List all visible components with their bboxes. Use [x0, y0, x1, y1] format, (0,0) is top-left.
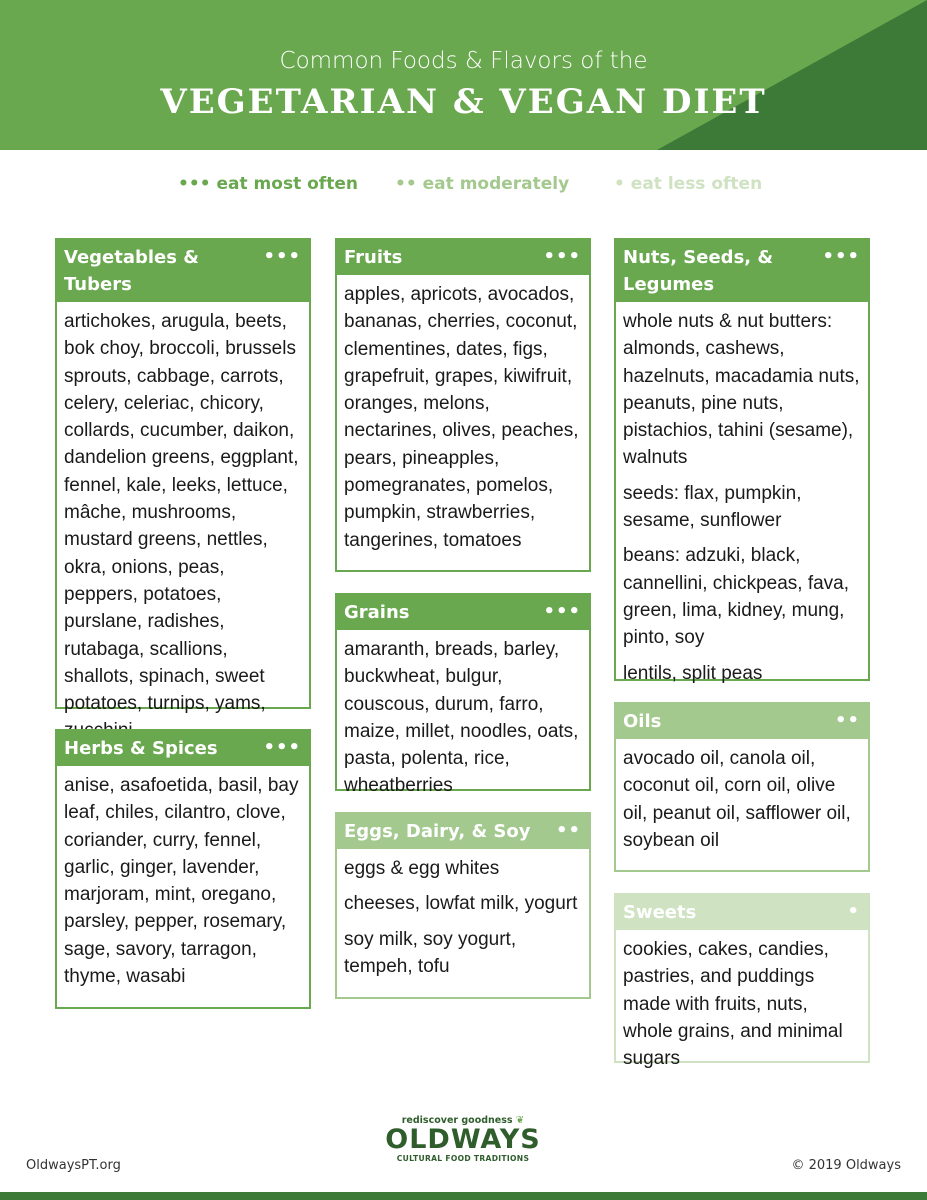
food-list: whole nuts & nut butters: almonds, cashews, hazelnuts, macadamia nuts, peanuts, pine nuts, pistachios, tahini (sesame), walnuts: [623, 311, 860, 469]
panel-title: Oils: [623, 711, 662, 732]
panel-title: Nuts, Seeds, & Legumes: [623, 247, 774, 295]
panel-sweets: [614, 893, 870, 1070]
panel-body: [337, 630, 589, 808]
panel-header: [337, 240, 589, 275]
food-list: cookies, cakes, candies, pastries, and puddings made with fruits, nuts, whole grains, and minimal sugars: [623, 939, 843, 1070]
panel-title: Sweets: [623, 902, 697, 923]
legend-eat-less-often: • eat less often: [614, 174, 763, 194]
panel-vegetables-tubers: [55, 238, 311, 715]
panel-title: Eggs, Dairy, & Soy: [344, 821, 531, 842]
panel-grains: [335, 593, 591, 797]
panel-header: [616, 240, 868, 302]
frequency-dots-icon: ••: [834, 710, 860, 731]
frequency-dots-icon: •••: [263, 246, 301, 267]
panel-nuts-seeds-legumes: [614, 238, 870, 684]
panel-header: [57, 240, 309, 302]
frequency-dots-icon: ••: [555, 820, 581, 841]
logo-subtitle: CULTURAL FOOD TRADITIONS: [396, 1154, 530, 1163]
panel-body: [57, 766, 309, 998]
food-list: soy milk, soy yogurt, tempeh, tofu: [344, 928, 517, 977]
panel-oils: [614, 702, 870, 872]
frequency-dots-icon: •••: [543, 246, 581, 267]
logo-tagline: rediscover goodness ❦: [401, 1115, 525, 1126]
frequency-legend: [0, 174, 927, 198]
panel-herbs-spices: [55, 729, 311, 1009]
frequency-dots-icon: •••: [543, 601, 581, 622]
panel-title: Vegetables & Tubers: [64, 247, 199, 295]
header-banner: [0, 0, 927, 150]
panel-body: [337, 275, 589, 562]
panel-body: [616, 930, 868, 1080]
panel-header: [337, 595, 589, 630]
frequency-dots-icon: •••: [822, 246, 860, 267]
page-title: VEGETARIAN & VEGAN DIET: [160, 82, 767, 122]
oldways-logo: [373, 1115, 553, 1177]
legend-eat-moderately: •• eat moderately: [395, 174, 570, 194]
panel-header: [616, 704, 868, 739]
header-accent-triangle: [657, 0, 927, 150]
food-list: avocado oil, canola oil, coconut oil, corn oil, olive oil, peanut oil, safflower oil, soybean oil: [623, 748, 851, 851]
food-list: cheeses, lowfat milk, yogurt: [344, 893, 578, 915]
panel-eggs-dairy-soy: [335, 812, 591, 999]
page-subtitle: Common Foods & Flavors of the: [279, 48, 648, 74]
panel-fruits: [335, 238, 591, 572]
panel-title: Grains: [344, 602, 410, 623]
footer-copyright: © 2019 Oldways: [791, 1158, 901, 1173]
bottom-bar: [0, 1192, 927, 1200]
logo-wordmark: OLDWAYS: [385, 1124, 541, 1155]
panel-body: [616, 739, 868, 862]
leaf-icon: ❦: [515, 1115, 525, 1126]
panel-title: Herbs & Spices: [64, 738, 218, 759]
food-list: seeds: flax, pumpkin, sesame, sunflower: [623, 482, 802, 532]
panel-header: [616, 895, 868, 930]
panel-header: [337, 814, 589, 849]
food-list: apples, apricots, avocados, bananas, cherries, coconut, clementines, dates, figs, grapefruit, grapes, kiwifruit, oranges, melons, nectarines, olives, peaches, pears, pineapples, pomegranates, pomelos, pumpkin, strawberries, tangerines, tomatoes: [344, 284, 579, 551]
frequency-dots-icon: •••: [263, 737, 301, 758]
panel-title: Fruits: [344, 247, 403, 268]
food-list: anise, asafoetida, basil, bay leaf, chiles, cilantro, clove, coriander, curry, fennel, garlic, ginger, lavender, marjoram, mint, oregano, parsley, pepper, rosemary, sage, savory, tarragon, thyme, wasabi: [64, 775, 299, 988]
frequency-dots-icon: •: [847, 901, 860, 922]
food-list: artichokes, arugula, beets, bok choy, broccoli, brussels sprouts, cabbage, carrots, celery, celeriac, chicory, collards, cucumber, daikon, dandelion greens, eggplant, fennel, kale, leeks, lettuce, mâche, mushrooms, mustard greens, nettles, okra, onions, peas, peppers, potatoes, purslane, radishes, rutabaga, scallions, shallots, spinach, sweet potatoes, turnips, yams,: [64, 311, 299, 715]
food-list: amaranth, breads, barley, buckwheat, bulgur, couscous, durum, farro, maize, millet, noodles, oats, pasta, polenta, rice, wheatberries: [344, 639, 579, 797]
panel-body: [337, 849, 589, 988]
panel-body: [57, 302, 309, 753]
footer-website-link[interactable]: OldwaysPT.org: [26, 1158, 121, 1173]
food-list: lentils, split peas: [623, 662, 763, 684]
food-list: beans: adzuki, black, cannellini, chickpeas, fava, green, lima, kidney, mung, pinto, soy: [623, 545, 850, 649]
food-list: eggs & egg whites: [344, 858, 500, 879]
legend-eat-most-often: ••• eat most often: [178, 174, 358, 194]
panel-body: [616, 302, 868, 695]
panel-header: [57, 731, 309, 766]
